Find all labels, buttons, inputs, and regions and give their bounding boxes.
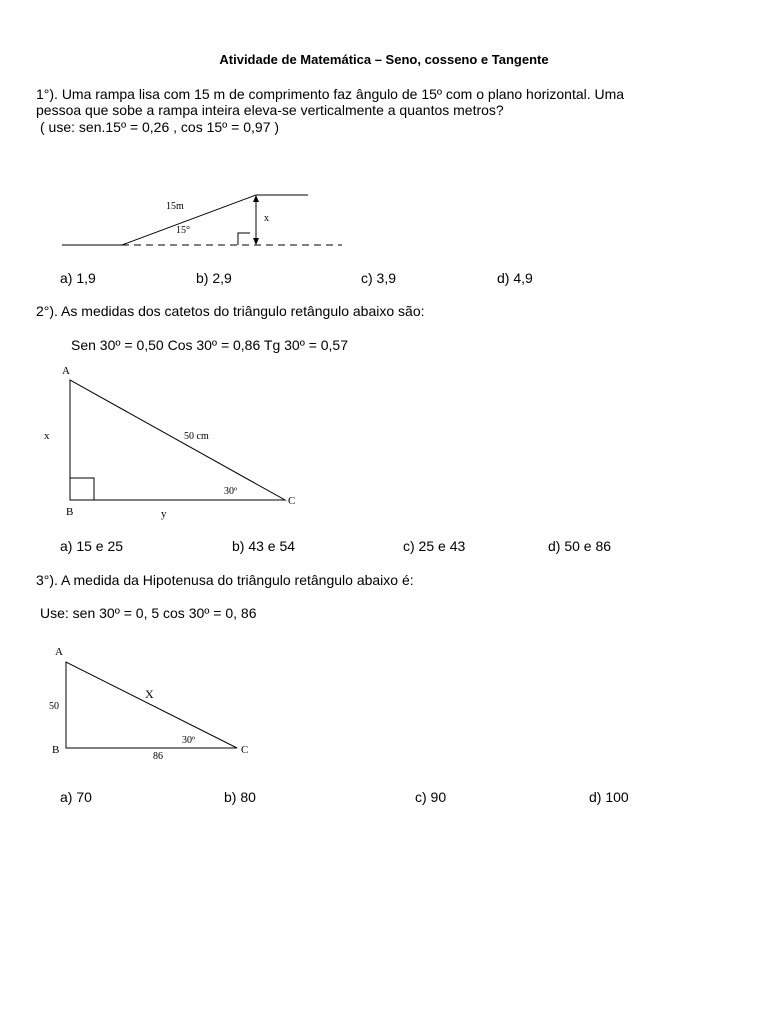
q3-angle-label: 30º — [182, 735, 196, 746]
q2-option-b: b) 43 e 54 — [232, 538, 296, 554]
q1-option-a: a) 1,9 — [60, 270, 96, 286]
q2-right-angle-mark — [70, 478, 94, 500]
q2-hyp-label: 50 cm — [184, 431, 209, 442]
q2-side-y: y — [161, 508, 167, 520]
q3-hint: Use: sen 30º = 0, 5 cos 30º = 0, 86 — [40, 605, 257, 621]
q3-side-ab: 50 — [49, 701, 59, 712]
q3-option-a: a) 70 — [60, 789, 92, 805]
q3-side-bc: 86 — [153, 751, 163, 762]
q3-vertex-b: B — [52, 744, 60, 756]
q2-side-x: x — [44, 430, 50, 442]
q1-option-c: c) 3,9 — [361, 270, 397, 286]
q2-angle-label: 30º — [224, 486, 238, 497]
q2-triangle — [70, 380, 285, 500]
q1-right-angle-mark — [238, 233, 250, 245]
q1-ramp-line — [122, 195, 256, 245]
q1-option-b: b) 2,9 — [196, 270, 232, 286]
q3-text: 3°). A medida da Hipotenusa do triângulo retângulo abaixo é: — [36, 572, 414, 588]
q1-x-label: x — [264, 213, 269, 224]
q3-option-b: b) 80 — [224, 789, 256, 805]
q3-vertex-a: A — [55, 646, 63, 658]
q2-triangle-figure — [0, 360, 768, 525]
q2-vertex-a: A — [62, 365, 70, 377]
q1-angle-label: 15° — [176, 225, 190, 236]
q3-vertex-c: C — [241, 744, 249, 756]
q1-text-line1: 1°). Uma rampa lisa com 15 m de comprimento faz ângulo de 15º com o plano horizontal. Uma — [36, 86, 625, 102]
q2-option-c: c) 25 e 43 — [403, 538, 466, 554]
q2-text: 2°). As medidas dos catetos do triângulo retângulo abaixo são: — [36, 303, 425, 319]
q3-hyp-label: X — [145, 687, 154, 701]
q2-vertex-c: C — [288, 495, 296, 507]
page-title: Atividade de Matemática – Seno, cosseno e Tangente — [219, 52, 549, 67]
q3-option-d: d) 100 — [589, 789, 629, 805]
q2-option-d: d) 50 e 86 — [548, 538, 612, 554]
q1-arrow-down — [253, 238, 259, 245]
q3-triangle-figure — [0, 640, 768, 765]
q1-ramp-figure — [0, 185, 768, 260]
q2-vertex-b: B — [66, 506, 74, 518]
q1-option-d: d) 4,9 — [497, 270, 533, 286]
q1-hyp-label: 15m — [166, 201, 184, 212]
q2-hint: Sen 30º = 0,50 Cos 30º = 0,86 Tg 30º = 0,57 — [71, 337, 349, 353]
q1-text-line2: pessoa que sobe a rampa inteira eleva-se verticalmente a quantos metros? — [36, 102, 504, 118]
q3-option-c: c) 90 — [415, 789, 447, 805]
q3-triangle — [66, 662, 237, 748]
q2-option-a: a) 15 e 25 — [60, 538, 124, 554]
q1-hint: ( use: sen.15º = 0,26 , cos 15º = 0,97 ) — [40, 119, 280, 135]
